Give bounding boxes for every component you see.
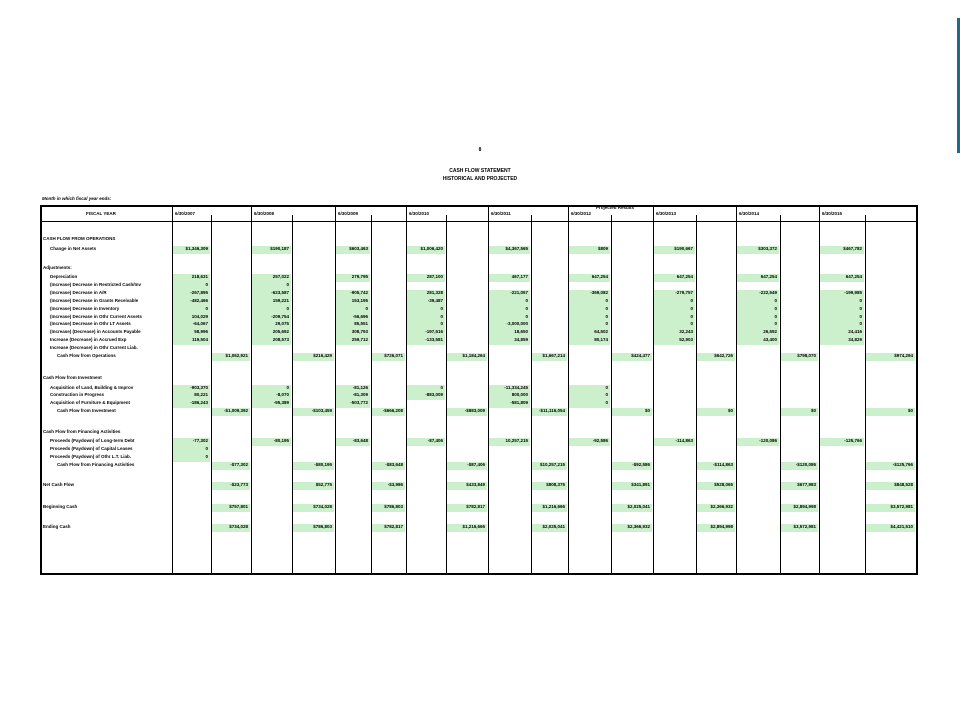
row-value: -222,549 [759, 290, 777, 295]
row-value: 0 [205, 454, 208, 459]
row-total: $974,294 [894, 353, 913, 358]
row-total: -$83,648 [385, 462, 403, 467]
row-label: Increase (Decrease) in Accrued Exp [50, 337, 127, 342]
row-label: Acquisition of Furniture & Equipment [50, 400, 130, 405]
row-value: -267,895 [190, 290, 208, 295]
row-value: 259,712 [351, 337, 368, 342]
row-label: Cash Flow from Operations [57, 353, 116, 358]
row-value: 0 [774, 298, 777, 303]
subcolumn-divider [446, 215, 447, 573]
row-value: 104,029 [191, 314, 208, 319]
row-value: 85,551 [354, 321, 368, 326]
row-total: $10,257,215 [539, 462, 565, 467]
row-value: 0 [525, 306, 528, 311]
row-total: -$883,009 [464, 408, 485, 413]
row-value: 0 [286, 385, 289, 390]
row-value: 0 [605, 385, 608, 390]
fiscal-year-2: 6/30/2008 [254, 211, 275, 216]
row-value: $1,006,420 [420, 246, 443, 251]
row-value: 647,254 [760, 274, 777, 279]
subcolumn-divider [531, 215, 532, 573]
row-value: -80,195 [273, 438, 289, 443]
row-value: 0 [774, 306, 777, 311]
row-total: -$77,302 [230, 462, 248, 467]
row-value: 0 [690, 306, 693, 311]
row-total: $52,775 [315, 482, 332, 487]
row-total: -$103,459 [311, 408, 332, 413]
fiscal-year-6: 6/30/2012 [571, 211, 592, 216]
row-value: -581,809 [510, 400, 528, 405]
row-total: $734,028 [313, 504, 332, 509]
row-value: 58,996 [194, 329, 208, 334]
row-value: 0 [859, 314, 862, 319]
row-total: -$1,009,392 [223, 408, 248, 413]
row-value: -482,466 [190, 298, 208, 303]
row-value: 0 [605, 392, 608, 397]
row-total: $734,028 [229, 524, 248, 529]
row-total: -$114,863 [712, 462, 733, 467]
subcolumn-divider [611, 215, 612, 573]
row-value: 0 [525, 314, 528, 319]
row-value: -186,243 [190, 400, 208, 405]
row-value: 0 [605, 321, 608, 326]
row-total: $2,894,998 [710, 524, 733, 529]
row-value: 0 [205, 306, 208, 311]
fiscal-year-header: FISCAL YEAR [86, 211, 116, 216]
table-left-border [40, 205, 42, 573]
row-value: 0 [859, 298, 862, 303]
row-label: (Increase) (Decrease) in Accounts Payable [50, 329, 141, 334]
row-label: Net Cash Flow [43, 482, 75, 487]
row-label: (Increase) Decrease in A/R [50, 290, 107, 295]
subcolumn-divider [371, 215, 372, 573]
row-value: 281,328 [426, 290, 443, 295]
row-value: 0 [440, 385, 443, 390]
row-total: $757,801 [229, 504, 248, 509]
row-value: -120,086 [759, 438, 777, 443]
row-total: -$125,766 [892, 462, 913, 467]
row-total: $1,184,264 [462, 353, 485, 358]
row-value: $1,346,309 [185, 246, 208, 251]
column-divider [653, 205, 654, 573]
row-total: $786,803 [384, 504, 403, 509]
row-label: (Increase) Decrease in Othr Current Assets [50, 314, 142, 319]
row-total: $341,891 [631, 482, 650, 487]
row-value: 467,177 [511, 274, 528, 279]
row-total: $786,803 [313, 524, 332, 529]
row-total: $848,528 [894, 482, 913, 487]
row-total: $2,366,932 [627, 524, 650, 529]
row-total: $782,817 [384, 524, 403, 529]
row-total: -$23,773 [230, 482, 248, 487]
row-total: $3,572,981 [890, 504, 913, 509]
row-value: 279,795 [351, 274, 368, 279]
subcolumn-divider [292, 215, 293, 573]
row-value: 64,502 [594, 329, 608, 334]
row-value: 208,573 [272, 337, 289, 342]
row-label: Cash Flow from Financing Activities [57, 462, 135, 467]
column-divider [819, 205, 820, 573]
row-value: 26,592 [763, 329, 777, 334]
row-value: 647,254 [591, 274, 608, 279]
row-label: Proceeds (Paydown) of Capital Leases [50, 446, 133, 451]
row-value: 119,504 [191, 337, 208, 342]
row-total: -$666,208 [382, 408, 403, 413]
row-label: Cash Flow from Investment [43, 375, 102, 380]
row-total: $424,477 [631, 353, 650, 358]
row-total: $216,429 [313, 353, 332, 358]
row-value: -623,587 [271, 290, 289, 295]
row-value: -279,757 [675, 290, 693, 295]
fiscal-year-9: 6/30/2015 [822, 211, 843, 216]
row-total: $798,070 [797, 353, 816, 358]
page-title: CASH FLOW STATEMENT [449, 168, 511, 174]
row-total: $0 [644, 408, 650, 413]
row-value: -199,985 [844, 290, 862, 295]
row-value: $190,187 [270, 246, 289, 251]
row-total: $2,025,041 [542, 524, 565, 529]
column-divider [736, 205, 737, 573]
row-total: $1,216,666 [542, 504, 565, 509]
row-value: 0 [286, 306, 289, 311]
fiscal-year-3: 6/30/2009 [338, 211, 359, 216]
row-value: 34,829 [848, 337, 862, 342]
fiscal-year-5: 6/30/2011 [491, 211, 511, 216]
row-value: 0 [859, 321, 862, 326]
row-value: 257,022 [272, 274, 289, 279]
row-label: Beginning Cash [43, 504, 78, 509]
row-total: $726,071 [384, 353, 403, 358]
row-total: $0 [727, 408, 733, 413]
row-total: $1,667,214 [542, 353, 565, 358]
row-total: $528,065 [714, 482, 733, 487]
row-value: 153,195 [351, 298, 368, 303]
row-label: Cash Flow from Investment [57, 408, 116, 413]
row-total: -$11,116,054 [538, 408, 565, 413]
row-value: 10,257,215 [505, 438, 528, 443]
month-label: Month in which fiscal year ends: [42, 196, 112, 201]
row-value: 0 [605, 306, 608, 311]
row-value: -64,067 [192, 321, 208, 326]
row-value: 800,000 [511, 392, 528, 397]
row-value: -95,389 [273, 400, 289, 405]
row-value: 647,254 [845, 274, 862, 279]
fiscal-year-1: 6/30/2007 [175, 211, 196, 216]
row-value: 0 [365, 306, 368, 311]
row-value: -56,696 [352, 314, 368, 319]
table-bottom-border [40, 573, 916, 575]
subcolumn-divider [696, 215, 697, 573]
row-total: $0 [810, 408, 816, 413]
row-value: 0 [286, 282, 289, 287]
row-value: 0 [205, 282, 208, 287]
row-label: Proceeds (Paydown) of Long-term Debt [50, 438, 135, 443]
row-value: -221,057 [510, 290, 528, 295]
row-value: 308,793 [351, 329, 368, 334]
row-value: 287,100 [426, 274, 443, 279]
row-value: 0 [605, 314, 608, 319]
row-value: 24,416 [848, 329, 862, 334]
row-total: $0 [907, 408, 913, 413]
row-label: Acquisition of Land, Building & Improv [50, 385, 134, 390]
row-value: 0 [774, 321, 777, 326]
projected-results-label: Projected Results [596, 205, 635, 210]
row-value: -197,516 [425, 329, 443, 334]
row-label: (Increase) Decrease in Inventory [50, 306, 120, 311]
row-total: -$87,406 [467, 462, 485, 467]
row-value: 0 [774, 314, 777, 319]
row-total: $808,375 [546, 482, 565, 487]
row-value: -77,302 [192, 438, 208, 443]
row-value: -87,406 [427, 438, 443, 443]
row-label: (Increase) Decrease in Grants Receivable [50, 298, 139, 303]
row-value: -8,070 [276, 392, 289, 397]
fiscal-year-7: 6/30/2013 [656, 211, 677, 216]
row-label: (Increase) Decrease in Restricted Cash/Inv [50, 282, 142, 287]
subcolumn-divider [865, 215, 866, 573]
row-label: Cash Flow from Financing Activities [43, 429, 121, 434]
row-value: 218,631 [191, 274, 208, 279]
row-value: 647,254 [676, 274, 693, 279]
row-value: -39,487 [427, 298, 443, 303]
row-value: $190,667 [674, 246, 693, 251]
row-value: 34,859 [514, 337, 528, 342]
row-value: $467,782 [843, 246, 862, 251]
row-value: 43,400 [763, 337, 777, 342]
row-total: -$80,195 [314, 462, 332, 467]
row-value: -905,742 [350, 290, 368, 295]
subcolumn-divider [780, 215, 781, 573]
row-total: $2,894,998 [793, 504, 816, 509]
row-total: $677,983 [797, 482, 816, 487]
row-value: 0 [859, 306, 862, 311]
page-number: 8 [478, 147, 482, 153]
row-value: 32,243 [679, 329, 693, 334]
fiscal-year-4: 6/30/2010 [409, 211, 430, 216]
row-value: -3,000,000 [506, 321, 528, 326]
row-value: 0 [440, 306, 443, 311]
row-total: $2,366,932 [710, 504, 733, 509]
row-value: 0 [690, 314, 693, 319]
row-label: Change in Net Assets [50, 246, 97, 251]
row-value: -114,863 [675, 438, 693, 443]
row-value: -209,754 [271, 314, 289, 319]
row-value: -83,648 [352, 438, 368, 443]
row-label: Adjustments: [43, 265, 72, 270]
row-label: Increase (Decrease) in Othr Current Liab. [50, 345, 138, 350]
row-label: CASH FLOW FROM OPERATIONS [43, 236, 116, 241]
page-subtitle: HISTORICAL AND PROJECTED [442, 176, 518, 182]
row-total: $3,572,981 [793, 524, 816, 529]
subcolumn-divider [211, 215, 212, 573]
row-value: -125,766 [844, 438, 862, 443]
row-total: -$3,986 [387, 482, 403, 487]
row-label: Depreciation [50, 274, 78, 279]
row-value: -81,126 [352, 385, 368, 390]
fiscal-year-8: 6/30/2014 [739, 211, 760, 216]
row-value: $603,463 [349, 246, 368, 251]
row-value: $303,372 [758, 246, 777, 251]
row-value: 80,174 [594, 337, 608, 342]
row-value: -92,586 [592, 438, 608, 443]
row-total: $1,216,666 [462, 524, 485, 529]
row-value: 0 [690, 321, 693, 326]
row-total: $642,726 [714, 353, 733, 358]
row-value: 0 [205, 446, 208, 451]
row-value: -11,334,245 [504, 385, 528, 390]
row-value: 18,650 [514, 329, 528, 334]
table-right-border [916, 205, 918, 575]
row-label: Construction in Progress [50, 392, 105, 397]
row-label: Proceeds (Paydown) of Othr L.T. Liab. [50, 454, 132, 459]
row-label: (Increase) Decrease in Othr LT Assets [50, 321, 131, 326]
row-value: $4,367,565 [505, 246, 528, 251]
row-value: 29,075 [275, 321, 289, 326]
row-total: $2,025,041 [627, 504, 650, 509]
row-value: 80,221 [194, 392, 208, 397]
row-value: -883,009 [425, 392, 443, 397]
row-total: -$120,086 [795, 462, 816, 467]
row-value: 0 [440, 314, 443, 319]
row-total: $1,062,921 [225, 353, 248, 358]
row-label: Ending Cash [43, 524, 71, 529]
row-value: 0 [605, 400, 608, 405]
row-value: 0 [440, 321, 443, 326]
row-value: 0 [525, 298, 528, 303]
row-value: -369,082 [590, 290, 608, 295]
row-value: -81,309 [352, 392, 368, 397]
row-value: 205,692 [272, 329, 289, 334]
row-value: 52,903 [679, 337, 693, 342]
row-value: -133,581 [425, 337, 443, 342]
row-value: 0 [605, 298, 608, 303]
row-value: 0 [690, 298, 693, 303]
row-value: -503,772 [350, 400, 368, 405]
row-value: $809 [597, 246, 608, 251]
row-total: $4,421,510 [890, 524, 913, 529]
row-value: 159,221 [272, 298, 289, 303]
row-total: -$92,586 [632, 462, 650, 467]
row-total: $782,817 [466, 504, 485, 509]
row-value: -903,370 [190, 385, 208, 390]
row-total: $433,849 [466, 482, 485, 487]
